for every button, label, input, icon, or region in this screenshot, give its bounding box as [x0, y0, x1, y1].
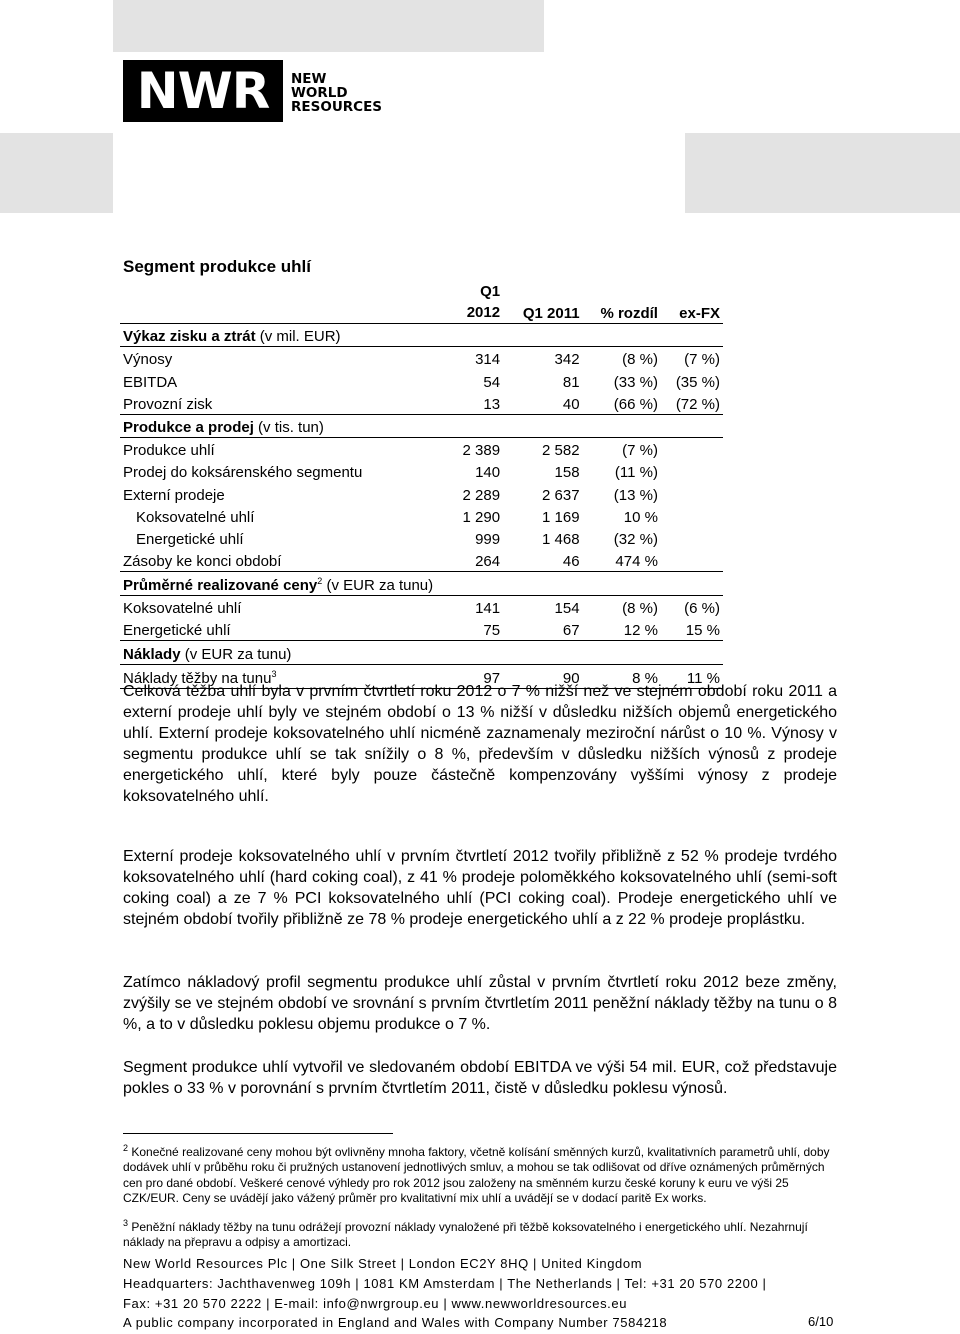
header-block-left	[113, 0, 403, 52]
company-logo-mark: NWR	[123, 60, 283, 122]
footer-company-number: A public company incorporated in England and Wales with Company Number 7584218	[123, 1315, 668, 1330]
value-ex-fx: (7 %)	[684, 351, 720, 369]
value-q1-2012: 264	[451, 549, 503, 572]
row-label	[120, 369, 451, 391]
table-header-row	[120, 281, 723, 324]
table-row	[120, 414, 723, 437]
row-label	[120, 572, 451, 596]
table-row	[120, 347, 723, 370]
logo-line-3: RESOURCES	[291, 99, 383, 115]
row-label	[120, 437, 451, 460]
value-change: (7 %)	[622, 442, 658, 460]
row-label-text: Průměrné realizované ceny	[123, 577, 318, 595]
value-q1-2012: 54	[483, 373, 501, 391]
row-label-text: Výkaz zisku a ztrát	[123, 328, 256, 346]
value-q1-2011: 1 468	[542, 530, 580, 548]
row-label	[120, 549, 451, 572]
value-q1-2011: 2 582	[542, 442, 580, 460]
table-body	[120, 324, 723, 689]
paragraph-4: Segment produkce uhlí vytvořil ve sledovaném období EBITDA ve výši 54 mil. EUR, což představuje pokles o 33 % v porovnání s prvním čtvrtletím 2011, čistě v důsledku poklesu výnosů.	[123, 1059, 837, 1097]
value-q1-2011: 1 169	[542, 508, 580, 526]
value-q1-2011: 154	[554, 600, 580, 618]
value-q1-2011	[503, 414, 582, 437]
logo-line-1: NEW	[291, 71, 327, 87]
row-label-text: Koksovatelné uhlí	[136, 508, 255, 526]
value-change	[583, 324, 661, 347]
section-heading: Segment produkce uhlí	[123, 257, 311, 276]
row-label	[120, 347, 451, 370]
value-ex-fx	[661, 460, 723, 482]
row-label	[120, 324, 451, 347]
value-ex-fx	[661, 414, 723, 437]
row-label-unit: (v EUR za tunu)	[322, 577, 434, 595]
value-ex-fx: (6 %)	[684, 600, 720, 618]
value-q1-2011	[503, 641, 582, 664]
row-label-unit: (v tis. tun)	[253, 418, 324, 436]
header-q1-2012	[451, 281, 503, 324]
header-block-right	[685, 133, 960, 213]
value-q1-2012: 2 289	[462, 486, 501, 504]
value-ex-fx	[661, 549, 723, 572]
header-block-left-low	[0, 133, 113, 213]
value-q1-2011: 81	[562, 373, 580, 391]
value-ex-fx	[661, 437, 723, 460]
value-ex-fx	[661, 641, 723, 664]
table-row	[120, 392, 723, 415]
value-change	[583, 414, 661, 437]
value-change	[583, 572, 661, 596]
table-row	[120, 437, 723, 460]
value-q1-2011: 342	[554, 351, 580, 369]
value-change: (11 %)	[614, 464, 658, 482]
table-row	[120, 482, 723, 504]
footnote-2	[123, 1141, 837, 1207]
footnote-3	[123, 1216, 837, 1251]
row-label-text: Produkce uhlí	[123, 442, 215, 460]
footnote-2-text: Konečné realizované ceny mohou být ovlivněny mnoha faktory, včetně kolísání směnných kurzů, kvalitativních parametrů uhlí, doby dodávek uhlí v průběhu roku či pružných ustanovení jednotlivých smluv, a mohou se tak odlišovat od dříve oznámených průměrných cen pro dané období. Veškeré cenové výhledy pro rok 2012 jsou založeny na směnném kurzu české koruny k euru ve výši 25 CZK/EUR. Ceny se uvádějí jako vážený průměr pro kvalitativní mix uhlí a uvádějí se v dodací paritě Ex works.	[123, 1145, 830, 1206]
table-row	[120, 460, 723, 482]
value-change: (8 %)	[622, 351, 658, 369]
value-change: (32 %)	[613, 530, 658, 548]
row-label-text: Produkce a prodej	[123, 418, 254, 436]
value-q1-2011: 40	[503, 392, 582, 415]
value-ex-fx	[661, 572, 723, 596]
row-label-text: Výnosy	[123, 351, 173, 369]
value-q1-2012: 141	[475, 600, 501, 618]
header-change: % rozdíl	[583, 281, 661, 324]
row-label-footnote-ref: 3	[271, 668, 277, 679]
value-ex-fx	[661, 482, 723, 504]
value-q1-2011: 90	[503, 664, 582, 688]
row-label-text: Náklady těžby na tunu	[123, 669, 272, 687]
table-row	[120, 618, 723, 641]
value-q1-2011: 46	[503, 549, 582, 572]
value-q1-2012	[451, 414, 503, 437]
header-q1-2012-line2: 2012	[466, 304, 501, 321]
row-label-text: Náklady	[123, 645, 181, 663]
value-ex-fx: 11 %	[661, 664, 723, 688]
value-change: (66 %)	[583, 392, 661, 415]
footer-address: New World Resources Plc | One Silk Street | London EC2Y 8HQ | United Kingdom	[123, 1256, 643, 1271]
value-q1-2012: 1 290	[462, 508, 501, 526]
value-change	[583, 641, 661, 664]
value-ex-fx: (72 %)	[661, 392, 723, 415]
value-q1-2012	[451, 572, 503, 596]
value-change: 10 %	[623, 508, 658, 526]
header-ex-fx: ex-FX	[661, 281, 723, 324]
row-label	[120, 392, 451, 415]
row-label-text: Zásoby ke konci období	[123, 553, 282, 571]
table-row	[120, 369, 723, 391]
value-q1-2012: 75	[451, 618, 503, 641]
row-label	[120, 482, 451, 504]
value-q1-2011: 158	[554, 464, 580, 482]
footnote-2-number: 2	[123, 1143, 129, 1153]
financial-table	[120, 281, 723, 689]
value-change: (33 %)	[613, 373, 658, 391]
value-ex-fx: 15 %	[661, 618, 723, 641]
header-q1-2012-line1: Q1	[480, 283, 501, 300]
logo-line-2: WORLD	[291, 85, 348, 101]
paragraph-2: Externí prodeje koksovatelného uhlí v prvním čtvrtletí 2012 tvořily přibližně z 52 % prodeje tvrdého koksovatelného uhlí (hard coking coal), z 41 % prodeje poloměkkého koksovatelného uhlí (semi-soft coking coal) a ze 7 % PCI koksovatelného uhlí (PCI coking coal). Prodeje energetického uhlí ve stejném období tvořily přibližně ze 78 % prodeje energetického uhlí a z 22 % prodeje proplástku.	[123, 848, 837, 928]
value-ex-fx	[661, 527, 723, 549]
table-row	[120, 549, 723, 572]
row-label-text: Externí prodeje	[123, 486, 225, 504]
row-label	[120, 618, 451, 641]
value-q1-2012	[451, 324, 503, 347]
row-label-text: Prodej do koksárenského segmentu	[123, 464, 363, 482]
value-change: 12 %	[583, 618, 661, 641]
row-label	[120, 527, 451, 549]
row-label	[120, 460, 451, 482]
value-q1-2012: 13	[451, 392, 503, 415]
table-row	[120, 527, 723, 549]
value-q1-2012: 2 389	[462, 442, 501, 460]
paragraph-3: Zatímco nákladový profil segmentu produkce uhlí zůstal v prvním čtvrtletí roku 2012 beze změny, zvýšily se ve stejném období ve srovnání s prvním čtvrtletím 2011 peněžní náklady těžby na tunu o 8 %, a to v důsledku poklesu objemu produkce o 7 %.	[123, 974, 837, 1033]
value-q1-2012: 314	[475, 351, 501, 369]
paragraph-1: Celková těžba uhlí byla v prvním čtvrtletí roku 2012 o 7 % nižší než ve stejném období roku 2011 a externí prodeje uhlí byly ve stejném období o 13 % nižší v důsledku nižších objemů energetického uhlí. Externí prodeje koksovatelného uhlí nicméně zaznamenaly meziroční nárůst o 10 %. Výnosy v segmentu produkce uhlí se tak snížily o 8 %, především v důsledku nižších výnosů z prodeje energetického uhlí, které byly pouze částečně kompenzovány vyššími výnosy z prodeje koksovatelného uhlí.	[123, 683, 837, 805]
value-q1-2012: 140	[475, 464, 501, 482]
table-row	[120, 572, 723, 596]
value-q1-2012: 97	[451, 664, 503, 688]
row-label-text: Energetické uhlí	[136, 530, 244, 548]
table-row	[120, 596, 723, 619]
row-label-footnote-ref: 2	[317, 576, 323, 587]
table-row	[120, 641, 723, 664]
row-label	[120, 414, 451, 437]
value-change: 474 %	[583, 549, 661, 572]
footnote-divider	[123, 1133, 393, 1134]
value-q1-2012	[451, 641, 503, 664]
header-label	[120, 281, 451, 324]
value-ex-fx: (35 %)	[675, 373, 720, 391]
footnote-3-text: Peněžní náklady těžby na tunu odrážejí provozní náklady vynaložené při těžbě koksovatelného i energetického uhlí. Nezahrnují náklady na přepravu a odpisy a amortizaci.	[123, 1220, 808, 1250]
row-label-text: Energetické uhlí	[123, 622, 231, 640]
row-label	[120, 505, 451, 527]
company-logo-text	[291, 72, 382, 114]
value-change: 8 %	[583, 664, 661, 688]
header-block-mid	[403, 0, 544, 52]
footnote-3-number: 3	[123, 1218, 129, 1228]
row-label	[120, 596, 451, 619]
value-q1-2011	[503, 324, 582, 347]
row-label-unit: (v EUR za tunu)	[180, 645, 292, 663]
footer-headquarters: Headquarters: Jachthavenweg 109h | 1081 KM Amsterdam | The Netherlands | Tel: +31 20 570 2200 |	[123, 1276, 767, 1291]
table-row	[120, 324, 723, 347]
footer-contact: Fax: +31 20 570 2222 | E-mail: info@nwrgroup.eu | www.newworldresources.eu	[123, 1296, 628, 1311]
value-change: (13 %)	[613, 486, 658, 504]
value-q1-2011	[503, 572, 582, 596]
row-label-text: Koksovatelné uhlí	[123, 600, 242, 618]
value-q1-2012: 999	[475, 530, 501, 548]
row-label	[120, 641, 451, 664]
row-label-text: Provozní zisk	[123, 395, 213, 413]
value-change: (8 %)	[622, 600, 658, 618]
row-label-unit: (v mil. EUR)	[255, 328, 341, 346]
table-row	[120, 505, 723, 527]
value-q1-2011: 67	[503, 618, 582, 641]
value-ex-fx	[661, 324, 723, 347]
value-ex-fx	[661, 505, 723, 527]
header-q1-2011: Q1 2011	[503, 281, 582, 324]
page-number: 6/10	[808, 1314, 834, 1329]
value-q1-2011: 2 637	[542, 486, 580, 504]
row-label-text: EBITDA	[123, 373, 178, 391]
